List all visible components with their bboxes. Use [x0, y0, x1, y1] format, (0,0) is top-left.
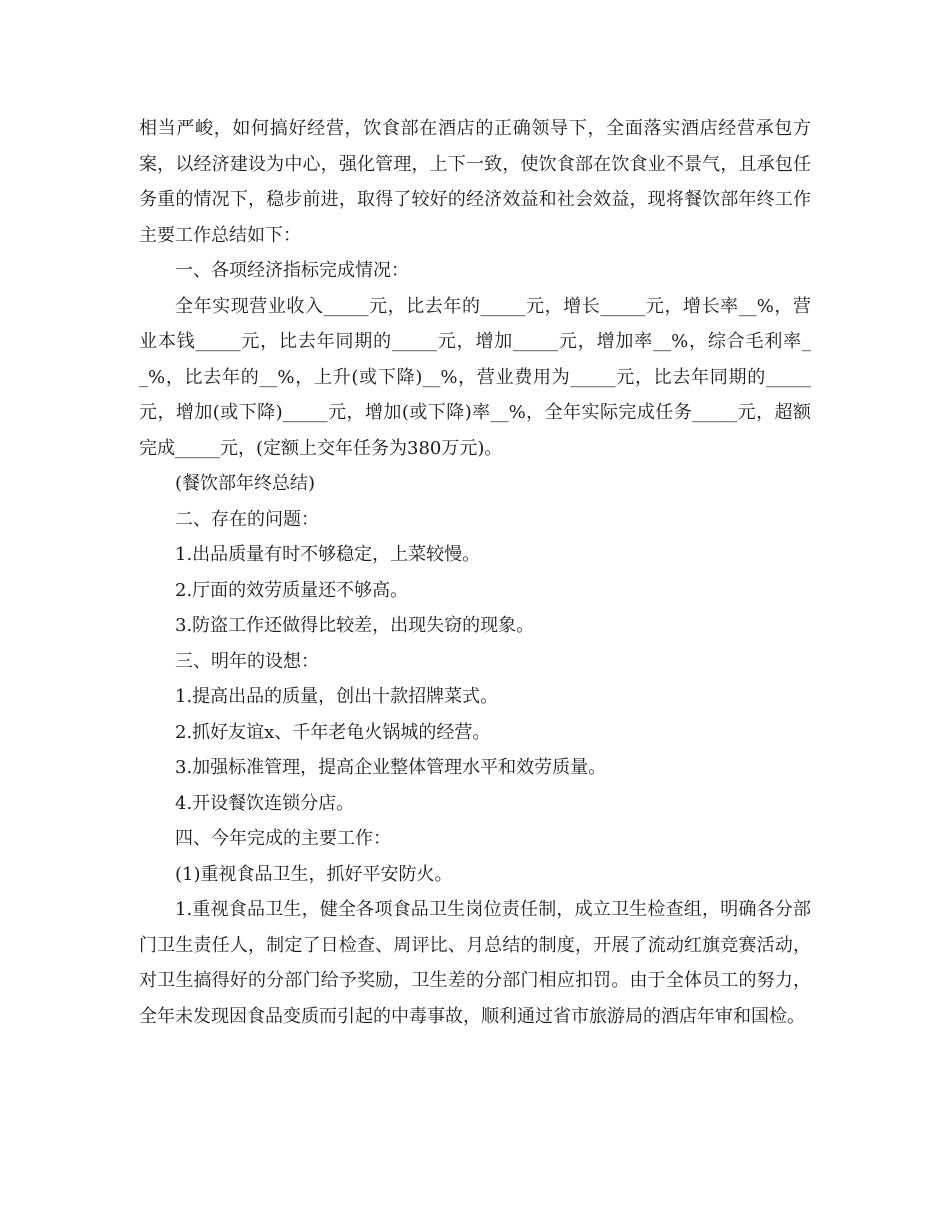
paragraph-indicators: 全年实现营业收入_____元，比去年的_____元，增长_____元，增长率__%，营业本钱_____元，比去年同期的_____元，增加_____元，增加率__%，综合毛利率__%，比去年的__%，上升(或下降)__%，营业费用为_____元，比去年同期的_____元，增加(或下降)_____元，增加(或下降)率__%，全年实际完成任务_____元，超额完成_____元，(定额上交年任务为380万元)。 — [139, 295, 811, 459]
list-item-problem-3: 3.防盗工作还做得比较差，出现失窃的现象。 — [175, 615, 535, 636]
heading-problems: 二、存在的问题： — [175, 508, 319, 530]
heading-economic-indicators: 一、各项经济指标完成情况： — [175, 260, 409, 281]
list-item-problem-2: 2.厅面的效劳质量还不够高。 — [175, 579, 409, 601]
document-body — [139, 111, 811, 1034]
paragraph-note: (餐饮部年终总结) — [175, 473, 316, 494]
list-item-plan-2: 2.抓好友谊x、千年老龟火锅城的经营。 — [175, 721, 491, 743]
list-item-plan-4: 4.开设餐饮连锁分店。 — [175, 792, 355, 814]
paragraph-food-hygiene: 1.重视食品卫生，健全各项食品卫生岗位责任制，成立卫生检查组，明确各分部门卫生责任人，制定了日检查、周评比、月总结的制度，开展了流动红旗竞赛活动，对卫生搞得好的分部门给予奖励，卫生差的分部门相应扣罚。由于全体员工的努力，全年未发现因食品变质而引起的中毒事故，顺利通过省市旅游局的酒店年审和国检。 — [139, 899, 811, 1027]
list-item-problem-1: 1.出品质量有时不够稳定，上菜较慢。 — [175, 544, 481, 565]
subheading-food-safety: (1)重视食品卫生，抓好平安防火。 — [175, 863, 453, 885]
heading-next-year-plan: 三、明年的设想： — [175, 650, 319, 672]
list-item-plan-3: 3.加强标准管理，提高企业整体管理水平和效劳质量。 — [175, 757, 607, 778]
heading-main-work: 四、今年完成的主要工作： — [175, 828, 391, 849]
list-item-plan-1: 1.提高出品的质量，创出十款招牌菜式。 — [175, 686, 499, 707]
paragraph-intro: 相当严峻，如何搞好经营，饮食部在酒店的正确领导下，全面落实酒店经营承包方案，以经济建设为中心，强化管理，上下一致，使饮食部在饮食业不景气，且承包任务重的情况下，稳步前进，取得了较好的经济效益和社会效益，现将餐饮部年终工作主要工作总结如下： — [139, 118, 811, 246]
